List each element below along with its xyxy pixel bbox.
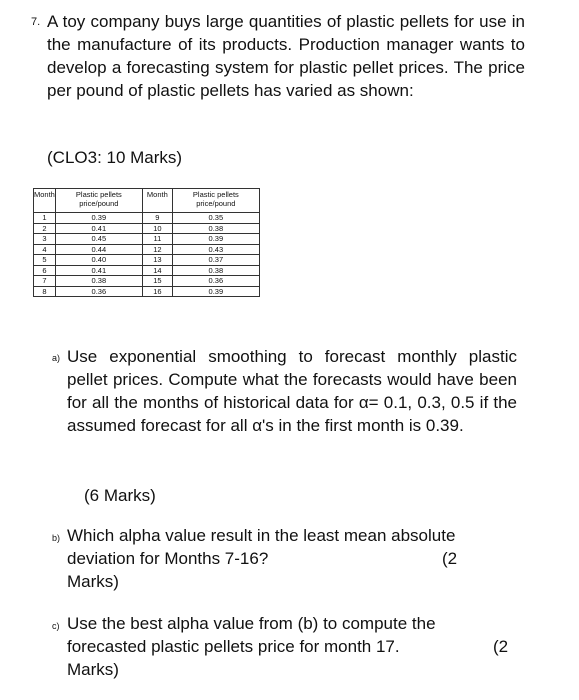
cell-month: 6: [34, 265, 56, 276]
question-number: 7.: [31, 16, 41, 28]
part-a-marks: (6 Marks): [84, 486, 156, 505]
cell-price: 0.40: [55, 255, 142, 266]
part-c-line2: forecasted plastic pellets price for month 17.: [67, 637, 400, 656]
cell-price: 0.44: [55, 244, 142, 255]
table-row: [34, 276, 260, 287]
cell-month: 2: [34, 223, 56, 234]
price-table: [33, 188, 260, 297]
clo-marks: (CLO3: 10 Marks): [47, 148, 183, 167]
part-c-marks-close: Marks): [67, 660, 119, 679]
table-row: [34, 265, 260, 276]
part-b-marker: b): [52, 533, 61, 543]
cell-month: 14: [142, 265, 172, 276]
question-stem: A toy company buys large quantities of plastic pellets for use in the manufacture of its products. Production manager wants to develop a forecasting system for plastic pellet prices. The price per pound of plastic pellets has varied as shown:: [47, 12, 525, 100]
table-header-row: [34, 189, 260, 213]
part-a-text: Use exponential smoothing to forecast monthly plastic pellet prices. Compute what the forecasts would have been for all the months of historical data for α= 0.1, 0.3, 0.5 if the assumed forecast for all α's in the first month is 0.39.: [67, 347, 517, 435]
table-body: [34, 213, 260, 297]
cell-price: 0.45: [55, 234, 142, 245]
part-b-marks-open: (2: [442, 549, 458, 568]
cell-price: 0.36: [55, 286, 142, 297]
cell-month: 13: [142, 255, 172, 266]
part-b-line1: Which alpha value result in the least mean absolute: [67, 526, 456, 545]
cell-price: 0.39: [172, 234, 259, 245]
cell-month: 3: [34, 234, 56, 245]
table-row: [34, 234, 260, 245]
part-c-text: [67, 612, 517, 681]
cell-price: 0.38: [55, 276, 142, 287]
table-row: [34, 286, 260, 297]
cell-price: 0.35: [172, 213, 259, 224]
cell-month: 8: [34, 286, 56, 297]
cell-month: 15: [142, 276, 172, 287]
header-month: Month: [34, 189, 56, 213]
header-price: Plastic pellets price/pound: [55, 189, 142, 213]
part-c-marker: c): [52, 621, 60, 631]
part-b-line2: deviation for Months 7-16?: [67, 549, 269, 568]
table-row: [34, 255, 260, 266]
cell-month: 11: [142, 234, 172, 245]
table-row: [34, 244, 260, 255]
cell-month: 9: [142, 213, 172, 224]
cell-month: 12: [142, 244, 172, 255]
cell-month: 1: [34, 213, 56, 224]
part-c-line1: Use the best alpha value from (b) to compute the: [67, 614, 436, 633]
table-row: [34, 213, 260, 224]
cell-month: 7: [34, 276, 56, 287]
cell-month: 10: [142, 223, 172, 234]
cell-month: 4: [34, 244, 56, 255]
cell-price: 0.41: [55, 223, 142, 234]
cell-price: 0.38: [172, 223, 259, 234]
cell-price: 0.43: [172, 244, 259, 255]
cell-price: 0.36: [172, 276, 259, 287]
cell-price: 0.37: [172, 255, 259, 266]
header-price: Plastic pellets price/pound: [172, 189, 259, 213]
part-c-marks-open: (2: [493, 637, 509, 656]
table-row: [34, 223, 260, 234]
part-b-marks-close: Marks): [67, 572, 119, 591]
header-month: Month: [142, 189, 172, 213]
cell-price: 0.39: [172, 286, 259, 297]
cell-price: 0.41: [55, 265, 142, 276]
cell-month: 16: [142, 286, 172, 297]
cell-price: 0.39: [55, 213, 142, 224]
cell-price: 0.38: [172, 265, 259, 276]
part-b-text: [67, 524, 507, 593]
part-a-marker: a): [52, 353, 61, 363]
cell-month: 5: [34, 255, 56, 266]
